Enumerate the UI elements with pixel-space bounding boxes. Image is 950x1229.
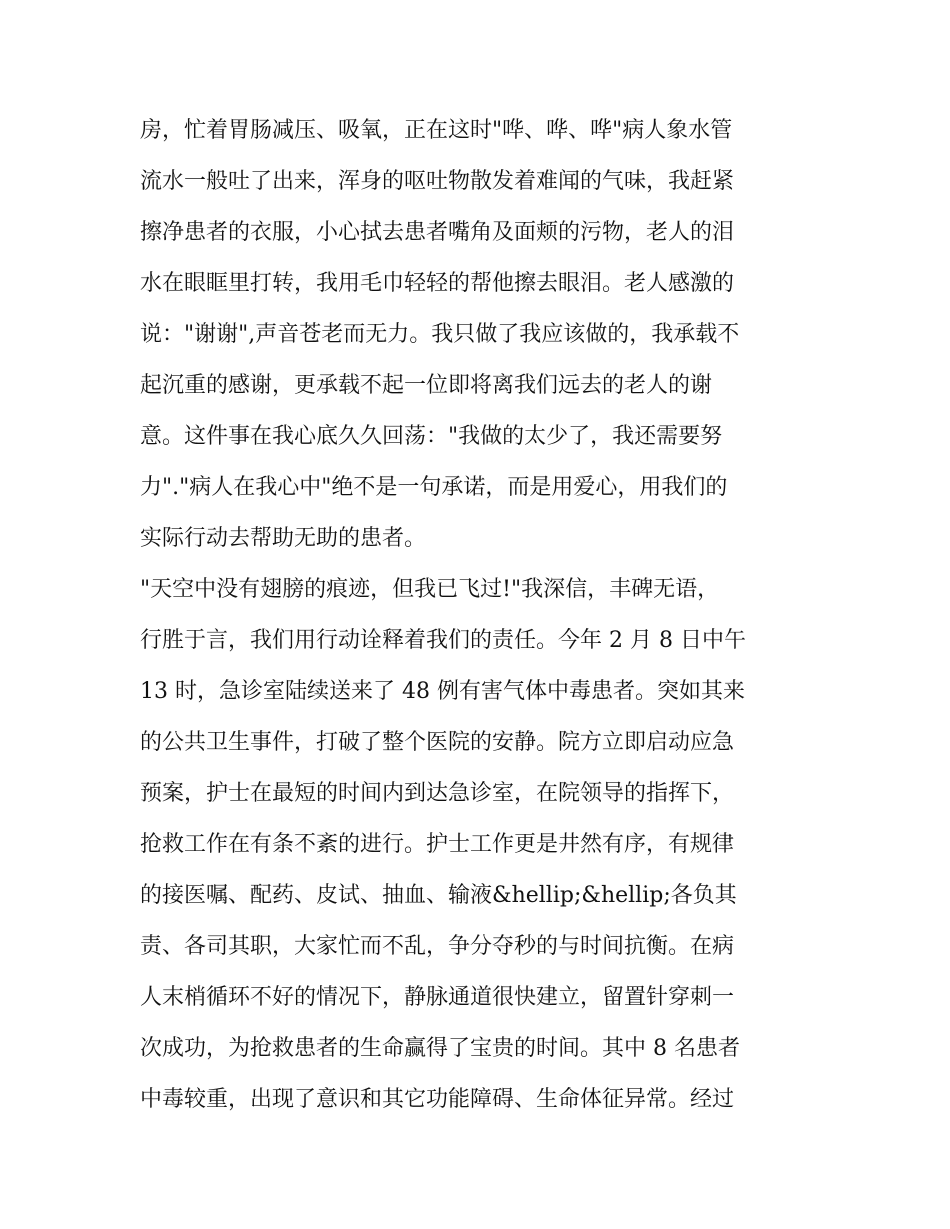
body-text [140,108,820,1128]
text-line: 意。这件事在我心底久久回荡："我做的太少了，我还需要努 [140,424,723,449]
text-line: 的公共卫生事件，打破了整个医院的安静。院方立即启动应急 [140,730,735,755]
text-line: 行胜于言，我们用行动诠释着我们的责任。今年 2 月 8 日中午 [140,628,746,653]
text-line: 擦净患者的衣服，小心拭去患者嘴角及面颊的污物，老人的泪 [140,220,735,245]
text-line: 的接医嘱、配药、皮试、抽血、输液&hellip;&hellip;各负其 [140,883,737,908]
text-line: 实际行动去帮助无助的患者。 [140,526,427,551]
text-line: 抢救工作在有条不紊的进行。护士工作更是井然有序，有规律 [140,832,735,857]
text-line: 次成功，为抢救患者的生命赢得了宝贵的时间。其中 8 名患者 [140,1036,740,1061]
text-line: 力"."病人在我心中"绝不是一句承诺，而是用爱心，用我们的 [140,475,728,500]
text-line: 起沉重的感谢，更承载不起一位即将离我们远去的老人的谢 [140,373,713,398]
text-line: 责、各司其职，大家忙而不乱，争分夺秒的与时间抗衡。在病 [140,934,735,959]
text-line: 说："谢谢",声音苍老而无力。我只做了我应该做的，我承载不 [140,322,740,347]
text-line: "天空中没有翅膀的痕迹，但我已飞过!"我深信，丰碑无语， [140,577,720,602]
text-line: 流水一般吐了出来，浑身的呕吐物散发着难闻的气味，我赶紧 [140,169,735,194]
text-line: 13 时，急诊室陆续送来了 48 例有害气体中毒患者。突如其来 [140,679,745,704]
text-line: 中毒较重，出现了意识和其它功能障碍、生命体征异常。经过 [140,1087,735,1112]
text-line: 水在眼眶里打转，我用毛巾轻轻的帮他擦去眼泪。老人感激的 [140,271,735,296]
text-line: 预案，护士在最短的时间内到达急诊室，在院领导的指挥下， [140,781,735,806]
text-line: 房，忙着胃肠减压、吸氧，正在这时"哗、哗、哗"病人象水管 [140,118,733,143]
text-line: 人末梢循环不好的情况下，静脉通道很快建立，留置针穿刺一 [140,985,735,1010]
